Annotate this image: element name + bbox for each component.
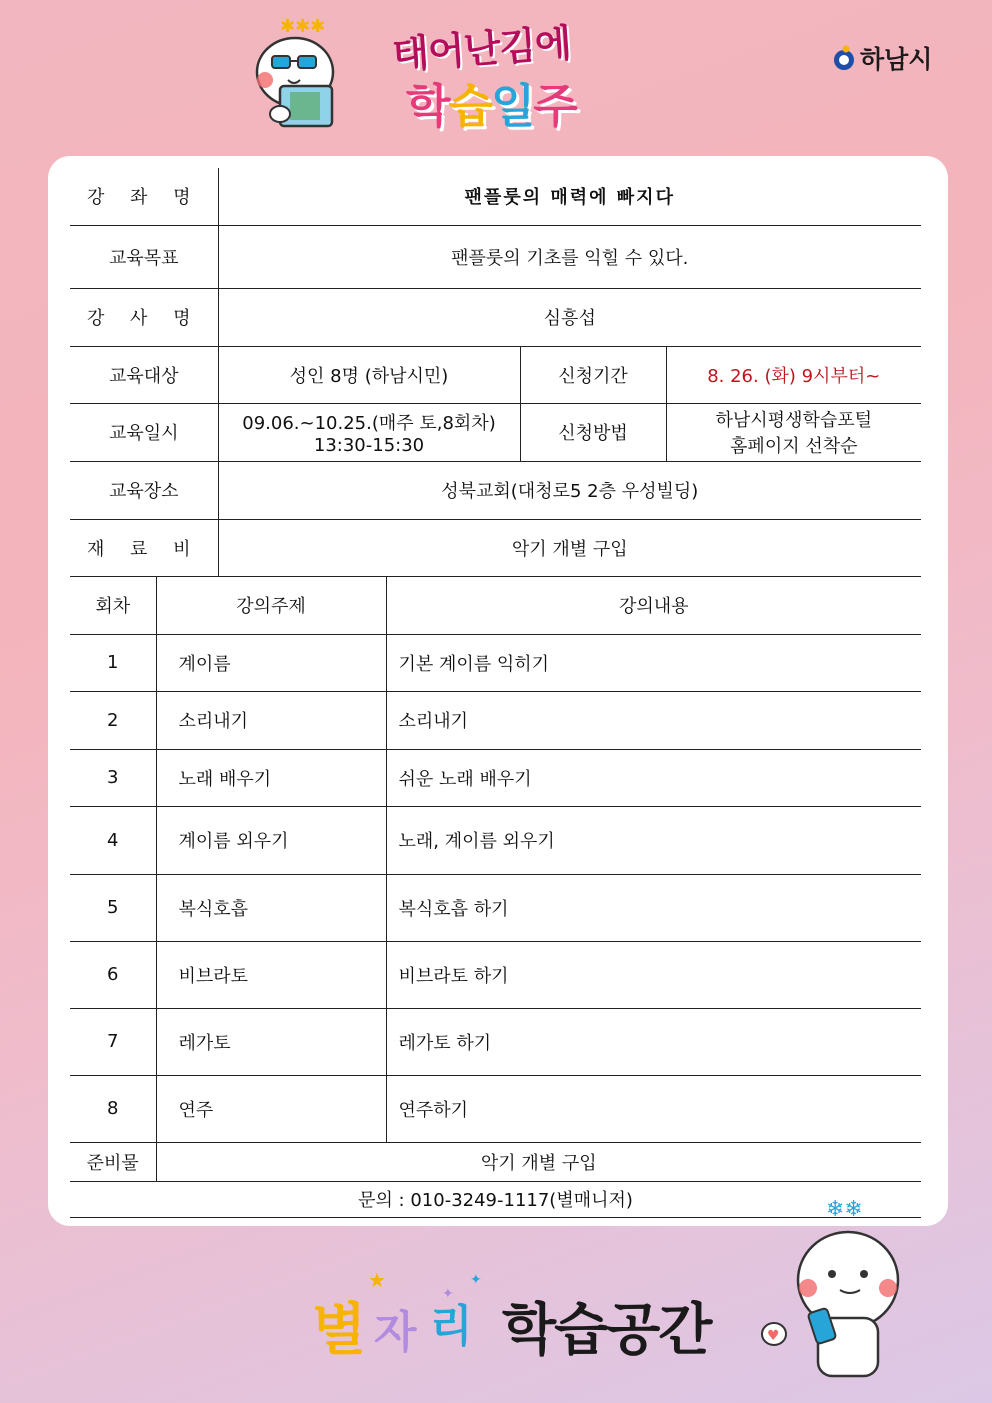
prep-label: 준비물 xyxy=(70,1142,156,1181)
star-icon: ✦ xyxy=(470,1272,482,1288)
brand-char: 리 xyxy=(430,1301,471,1352)
table-row xyxy=(70,1008,921,1075)
course-info-card xyxy=(48,156,948,1226)
session-header: 회차 xyxy=(70,577,156,634)
apply-method-line1: 하남시평생학습포털 xyxy=(715,410,873,431)
table-row xyxy=(70,691,921,749)
session-topic: 연주 xyxy=(156,1075,386,1142)
table-row xyxy=(70,941,921,1008)
instructor-label: 강 사 명 xyxy=(70,288,218,346)
session-number: 6 xyxy=(70,941,156,1008)
table-row xyxy=(70,806,921,874)
topic-header: 강의주제 xyxy=(156,577,386,634)
schedule-time: 13:30-15:30 xyxy=(313,434,425,456)
hanam-logo-icon xyxy=(832,44,856,72)
apply-method-value xyxy=(666,403,921,461)
place-value: 성북교회(대청로5 2층 우성빌딩) xyxy=(218,461,921,519)
course-name-value: 팬플룻의 매력에 빠지다 xyxy=(218,168,921,225)
place-label: 교육장소 xyxy=(70,461,218,519)
svg-text:✱✱✱: ✱✱✱ xyxy=(280,16,326,37)
session-number: 2 xyxy=(70,691,156,749)
session-content: 복식호흡 하기 xyxy=(386,874,921,941)
hanam-city-logo xyxy=(832,40,932,76)
session-topic: 소리내기 xyxy=(156,691,386,749)
session-topic: 계이름 외우기 xyxy=(156,806,386,874)
logo-text: 하남시 xyxy=(860,45,933,74)
session-content: 연주하기 xyxy=(386,1075,921,1142)
svg-text:❄❄: ❄❄ xyxy=(826,1197,863,1222)
table-row xyxy=(70,1075,921,1142)
header xyxy=(0,0,992,150)
schedule-value xyxy=(218,403,520,461)
session-number: 3 xyxy=(70,749,156,806)
session-content: 소리내기 xyxy=(386,691,921,749)
event-title-line1: 태어난김에 xyxy=(390,20,573,78)
session-content: 레가토 하기 xyxy=(386,1008,921,1075)
mascot-reading-map-icon xyxy=(250,14,350,134)
brand-char: 별 xyxy=(312,1298,365,1363)
table-row xyxy=(70,874,921,941)
session-content: 기본 계이름 익히기 xyxy=(386,634,921,691)
session-topic: 노래 배우기 xyxy=(156,749,386,806)
contact-info: 문의 : 010-3249-1117(별매니저) xyxy=(70,1181,921,1217)
session-number: 4 xyxy=(70,806,156,874)
table-row xyxy=(70,634,921,691)
title-char: 습 xyxy=(448,79,491,133)
title-char: 주 xyxy=(533,79,576,133)
session-topic: 계이름 xyxy=(156,634,386,691)
session-topic: 비브라토 xyxy=(156,941,386,1008)
session-number: 1 xyxy=(70,634,156,691)
apply-method-label: 신청방법 xyxy=(520,403,666,461)
target-value: 성인 8명 (하남시민) xyxy=(218,346,520,403)
session-topic: 레가토 xyxy=(156,1008,386,1075)
material-value: 악기 개별 구입 xyxy=(218,519,921,576)
brand-text: 학습공간 xyxy=(502,1298,711,1363)
apply-period-value: 8. 26. (화) 9시부터~ xyxy=(666,346,921,403)
schedule-label: 교육일시 xyxy=(70,403,218,461)
title-char: 일 xyxy=(490,79,534,133)
brand-char: 자 xyxy=(374,1307,415,1358)
star-icon: ✦ xyxy=(442,1286,454,1302)
instructor-value: 심흥섭 xyxy=(218,288,921,346)
title-char: 학 xyxy=(406,79,449,133)
session-schedule-table xyxy=(70,577,921,1218)
course-info-table xyxy=(70,168,921,577)
prep-value: 악기 개별 구입 xyxy=(156,1142,921,1181)
apply-period-label: 신청기간 xyxy=(520,346,666,403)
schedule-dates: 09.06.~10.25.(매주 토,8회차) xyxy=(242,412,496,434)
footer-brand-logo xyxy=(312,1268,712,1368)
session-content: 노래, 계이름 외우기 xyxy=(386,806,921,874)
session-number: 8 xyxy=(70,1075,156,1142)
session-number: 7 xyxy=(70,1008,156,1075)
mascot-phone-icon xyxy=(760,1190,910,1390)
apply-method-line2: 홈페이지 선착순 xyxy=(730,436,858,457)
event-title-logo xyxy=(392,18,602,133)
event-title-line2 xyxy=(406,70,576,136)
material-label: 재 료 비 xyxy=(70,519,218,576)
svg-text:♥: ♥ xyxy=(767,1328,780,1344)
goal-label: 교육목표 xyxy=(70,225,218,288)
session-topic: 복식호흡 xyxy=(156,874,386,941)
table-row xyxy=(70,749,921,806)
content-header: 강의내용 xyxy=(386,577,921,634)
target-label: 교육대상 xyxy=(70,346,218,403)
session-number: 5 xyxy=(70,874,156,941)
star-icon: ★ xyxy=(368,1268,386,1292)
session-content: 쉬운 노래 배우기 xyxy=(386,749,921,806)
session-content: 비브라토 하기 xyxy=(386,941,921,1008)
goal-value: 팬플룻의 기초를 익힐 수 있다. xyxy=(218,225,921,288)
course-name-label: 강 좌 명 xyxy=(70,168,218,225)
